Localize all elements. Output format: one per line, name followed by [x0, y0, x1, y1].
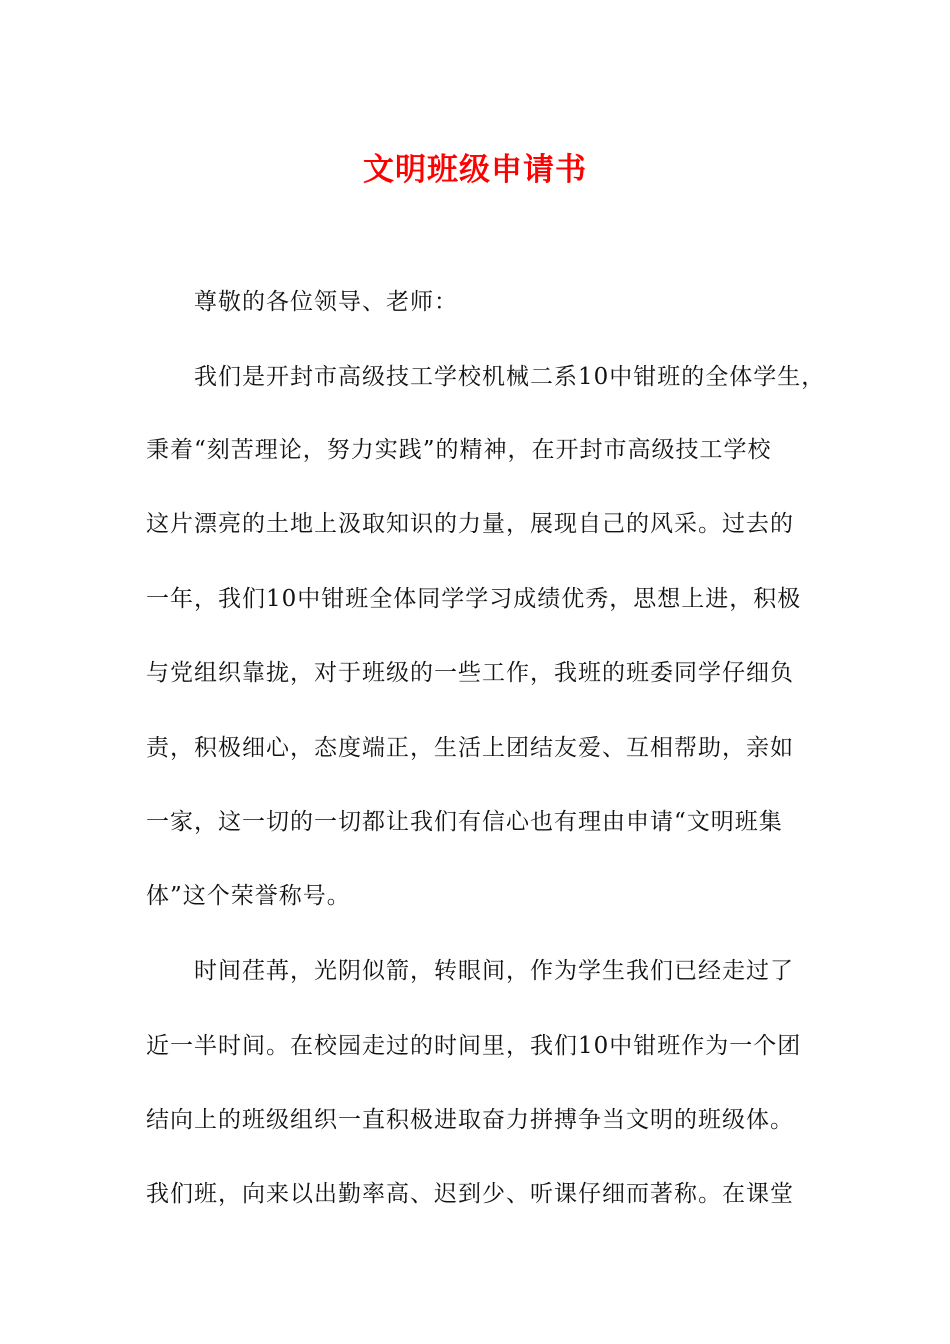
- paragraph-line: 我们班，向来以出勤率高、迟到少、听课仔细而著称。在课堂: [146, 1181, 794, 1207]
- paragraph-line: 这片漂亮的土地上汲取知识的力量，展现自己的风采。过去的: [146, 511, 794, 537]
- paragraph-line: 责，积极细心，态度端正，生活上团结友爱、互相帮助，亲如: [146, 735, 794, 761]
- paragraph-line: 与党组织靠拢，对于班级的一些工作，我班的班委同学仔细负: [146, 660, 794, 686]
- paragraph-line: 一年，我们10中钳班全体同学学习成绩优秀，思想上进，积极: [146, 586, 802, 612]
- paragraph-line: 近一半时间。在校园走过的时间里，我们10中钳班作为一个团: [146, 1033, 802, 1059]
- paragraph-line: 我们是开封市高级技工学校机械二系10中钳班的全体学生，: [194, 364, 826, 390]
- paragraph-line: 体”这个荣誉称号。: [146, 883, 351, 909]
- paragraph-line: 秉着“刻苦理论，努力实践”的精神，在开封市高级技工学校: [146, 437, 772, 463]
- paragraph-line: 时间荏苒，光阴似箭，转眼间，作为学生我们已经走过了: [194, 958, 794, 984]
- salutation: 尊敬的各位领导、老师：: [194, 289, 458, 315]
- document-title: 文明班级申请书: [363, 152, 587, 188]
- paragraph-line: 一家，这一切的一切都让我们有信心也有理由申请“文明班集: [146, 809, 783, 835]
- paragraph-line: 结向上的班级组织一直积极进取奋力拼搏争当文明的班级体。: [146, 1107, 794, 1133]
